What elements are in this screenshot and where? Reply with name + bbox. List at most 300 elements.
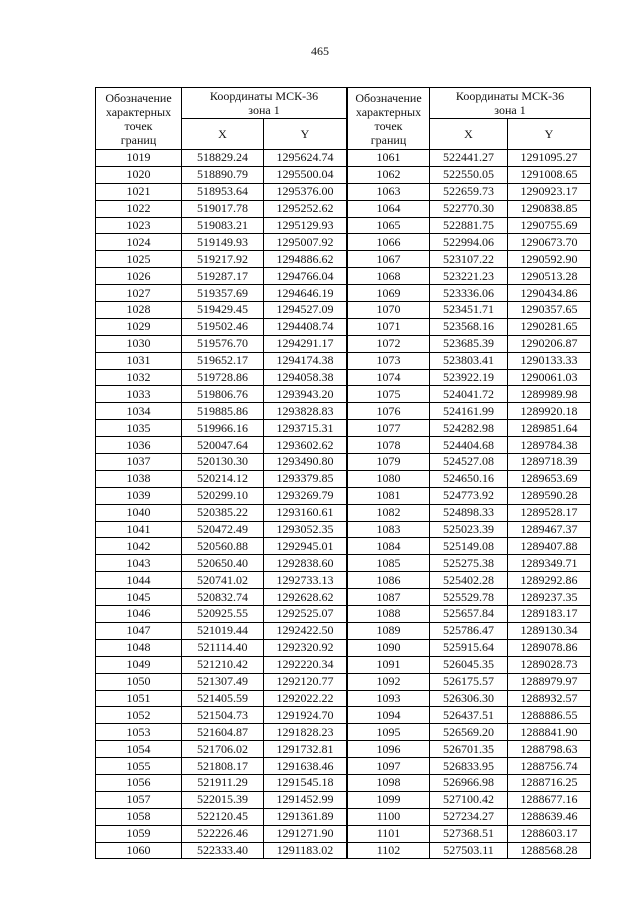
table-row [348, 150, 591, 167]
point-id-cell: 1068 [348, 268, 430, 285]
x-coordinate-cell: 519149.93 [182, 234, 264, 251]
y-coordinate-cell: 1291183.02 [264, 842, 347, 859]
table-row [348, 454, 591, 471]
y-coordinate-cell: 1293828.83 [264, 403, 347, 420]
point-id-cell: 1058 [96, 808, 182, 825]
point-id-cell: 1084 [348, 538, 430, 555]
y-coordinate-cell: 1295376.00 [264, 183, 347, 200]
point-id-cell: 1042 [96, 538, 182, 555]
y-coordinate-cell: 1288603.17 [508, 825, 591, 842]
y-coordinate-cell: 1291271.90 [264, 825, 347, 842]
table-row [96, 622, 347, 639]
y-coordinate-cell: 1289407.88 [508, 538, 591, 555]
table-row [348, 403, 591, 420]
y-coordinate-cell: 1292320.92 [264, 639, 347, 656]
point-id-cell: 1040 [96, 504, 182, 521]
y-coordinate-cell: 1288568.28 [508, 842, 591, 859]
designation-header-line: точек [124, 118, 153, 133]
y-coordinate-cell: 1291828.23 [264, 724, 347, 741]
table-row [348, 318, 591, 335]
y-coordinate-cell: 1288677.16 [508, 791, 591, 808]
designation-header-line: Обозначение [355, 90, 422, 105]
y-coordinate-cell: 1294058.38 [264, 369, 347, 386]
point-id-cell: 1095 [348, 724, 430, 741]
point-id-cell: 1088 [348, 606, 430, 623]
y-coordinate-cell: 1292945.01 [264, 538, 347, 555]
y-coordinate-cell: 1289851.64 [508, 420, 591, 437]
coord-system-title: Координаты МСК-36 [455, 89, 565, 103]
x-coordinate-cell: 525149.08 [430, 538, 508, 555]
table-row [348, 352, 591, 369]
point-id-cell: 1063 [348, 183, 430, 200]
x-coordinate-cell: 522120.45 [182, 808, 264, 825]
y-coordinate-cell: 1290923.17 [508, 183, 591, 200]
y-coordinate-cell: 1288639.46 [508, 808, 591, 825]
y-coordinate-cell: 1289292.86 [508, 572, 591, 589]
x-coordinate-cell: 519576.70 [182, 335, 264, 352]
point-id-cell: 1022 [96, 200, 182, 217]
y-coordinate-cell: 1288798.63 [508, 741, 591, 758]
y-coordinate-cell: 1290673.70 [508, 234, 591, 251]
y-coordinate-cell: 1295252.62 [264, 200, 347, 217]
table-row [96, 454, 347, 471]
table-row [348, 842, 591, 859]
y-coordinate-cell: 1290592.90 [508, 251, 591, 268]
point-id-cell: 1032 [96, 369, 182, 386]
y-coordinate-cell: 1288756.74 [508, 758, 591, 775]
y-coordinate-cell: 1289078.86 [508, 639, 591, 656]
y-coordinate-cell: 1292733.13 [264, 572, 347, 589]
point-id-cell: 1029 [96, 318, 182, 335]
x-coordinate-cell: 522441.27 [430, 150, 508, 167]
point-id-cell: 1065 [348, 217, 430, 234]
x-coordinate-cell: 524650.16 [430, 470, 508, 487]
coord-system-header [430, 88, 591, 119]
table-row [348, 589, 591, 606]
x-coordinate-cell: 519885.86 [182, 403, 264, 420]
point-id-cell: 1021 [96, 183, 182, 200]
point-id-cell: 1101 [348, 825, 430, 842]
table-row [96, 758, 347, 775]
point-id-cell: 1062 [348, 166, 430, 183]
x-coordinate-cell: 526966.98 [430, 774, 508, 791]
point-id-cell: 1050 [96, 673, 182, 690]
table-row [348, 656, 591, 673]
y-coordinate-cell: 1288979.97 [508, 673, 591, 690]
y-coordinate-cell: 1294886.62 [264, 251, 347, 268]
y-coordinate-cell: 1290434.86 [508, 285, 591, 302]
x-coordinate-cell: 526175.57 [430, 673, 508, 690]
point-id-cell: 1071 [348, 318, 430, 335]
y-coordinate-cell: 1293715.31 [264, 420, 347, 437]
x-coordinate-cell: 523336.06 [430, 285, 508, 302]
table-row [96, 707, 347, 724]
x-coordinate-cell: 519502.46 [182, 318, 264, 335]
x-coordinate-cell: 525402.28 [430, 572, 508, 589]
table-row [348, 183, 591, 200]
y-coordinate-cell: 1294646.19 [264, 285, 347, 302]
x-coordinate-cell: 519966.16 [182, 420, 264, 437]
x-coordinate-cell: 522881.75 [430, 217, 508, 234]
designation-header-line: характерных [355, 104, 422, 119]
table-row [96, 504, 347, 521]
y-coordinate-cell: 1290357.65 [508, 302, 591, 319]
point-id-cell: 1052 [96, 707, 182, 724]
point-id-cell: 1070 [348, 302, 430, 319]
y-coordinate-cell: 1289989.98 [508, 386, 591, 403]
table-row [96, 335, 347, 352]
point-id-cell: 1045 [96, 589, 182, 606]
x-coordinate-cell: 524527.08 [430, 454, 508, 471]
point-id-cell: 1036 [96, 437, 182, 454]
x-coordinate-cell: 524773.92 [430, 487, 508, 504]
table-row [96, 217, 347, 234]
point-id-cell: 1096 [348, 741, 430, 758]
point-id-cell: 1020 [96, 166, 182, 183]
coord-system-title: Координаты МСК-36 [209, 89, 319, 103]
y-coordinate-cell: 1294408.74 [264, 318, 347, 335]
point-id-cell: 1073 [348, 352, 430, 369]
y-coordinate-cell: 1291452.99 [264, 791, 347, 808]
x-coordinate-cell: 527234.27 [430, 808, 508, 825]
point-id-cell: 1066 [348, 234, 430, 251]
y-coordinate-cell: 1290755.69 [508, 217, 591, 234]
y-coordinate-cell: 1292838.60 [264, 555, 347, 572]
x-coordinate-cell: 520130.30 [182, 454, 264, 471]
y-column-header: Y [264, 119, 347, 150]
table-row [96, 724, 347, 741]
x-coordinate-cell: 519217.92 [182, 251, 264, 268]
y-coordinate-cell: 1289920.18 [508, 403, 591, 420]
table-row [348, 639, 591, 656]
y-coordinate-cell: 1289183.17 [508, 606, 591, 623]
point-id-cell: 1059 [96, 825, 182, 842]
point-id-cell: 1100 [348, 808, 430, 825]
point-id-cell: 1078 [348, 437, 430, 454]
point-id-cell: 1067 [348, 251, 430, 268]
y-coordinate-cell: 1292422.50 [264, 622, 347, 639]
table-row [96, 606, 347, 623]
point-id-cell: 1099 [348, 791, 430, 808]
table-row [96, 741, 347, 758]
x-coordinate-cell: 520385.22 [182, 504, 264, 521]
point-id-cell: 1046 [96, 606, 182, 623]
point-id-cell: 1093 [348, 690, 430, 707]
table-row [348, 791, 591, 808]
point-id-cell: 1031 [96, 352, 182, 369]
x-coordinate-cell: 521911.29 [182, 774, 264, 791]
table-row [348, 622, 591, 639]
y-coordinate-cell: 1289349.71 [508, 555, 591, 572]
table-row [348, 200, 591, 217]
table-row [96, 470, 347, 487]
y-coordinate-cell: 1294527.09 [264, 302, 347, 319]
table-row [96, 318, 347, 335]
point-id-cell: 1041 [96, 521, 182, 538]
x-coordinate-cell: 526833.95 [430, 758, 508, 775]
x-coordinate-cell: 522226.46 [182, 825, 264, 842]
x-coordinate-cell: 518890.79 [182, 166, 264, 183]
y-coordinate-cell: 1290281.65 [508, 318, 591, 335]
y-coordinate-cell: 1288841.90 [508, 724, 591, 741]
point-id-cell: 1044 [96, 572, 182, 589]
x-coordinate-cell: 520299.10 [182, 487, 264, 504]
x-coordinate-cell: 527368.51 [430, 825, 508, 842]
y-coordinate-cell: 1291361.89 [264, 808, 347, 825]
point-id-cell: 1061 [348, 150, 430, 167]
y-coordinate-cell: 1289784.38 [508, 437, 591, 454]
x-coordinate-cell: 520832.74 [182, 589, 264, 606]
x-coordinate-cell: 525786.47 [430, 622, 508, 639]
table-row [348, 504, 591, 521]
designation-header-line: границ [120, 132, 157, 147]
x-coordinate-cell: 522994.06 [430, 234, 508, 251]
y-coordinate-cell: 1293052.35 [264, 521, 347, 538]
x-coordinate-cell: 526569.20 [430, 724, 508, 741]
y-coordinate-cell: 1290838.85 [508, 200, 591, 217]
x-coordinate-cell: 520650.40 [182, 555, 264, 572]
x-coordinate-cell: 526437.51 [430, 707, 508, 724]
table-row [348, 335, 591, 352]
point-id-cell: 1079 [348, 454, 430, 471]
y-coordinate-cell: 1291095.27 [508, 150, 591, 167]
point-id-cell: 1056 [96, 774, 182, 791]
x-coordinate-cell: 519652.17 [182, 352, 264, 369]
table-row [348, 808, 591, 825]
table-row [96, 234, 347, 251]
point-id-cell: 1085 [348, 555, 430, 572]
table-row [96, 268, 347, 285]
y-coordinate-cell: 1289718.39 [508, 454, 591, 471]
y-coordinate-cell: 1289467.37 [508, 521, 591, 538]
point-id-cell: 1060 [96, 842, 182, 859]
y-coordinate-cell: 1295500.04 [264, 166, 347, 183]
table-row [348, 166, 591, 183]
y-coordinate-cell: 1291732.81 [264, 741, 347, 758]
coordinates-table-right [347, 87, 591, 859]
table-row [348, 251, 591, 268]
point-id-cell: 1024 [96, 234, 182, 251]
point-id-cell: 1072 [348, 335, 430, 352]
x-coordinate-cell: 519728.86 [182, 369, 264, 386]
x-coordinate-cell: 524404.68 [430, 437, 508, 454]
table-row [348, 369, 591, 386]
point-id-cell: 1027 [96, 285, 182, 302]
y-coordinate-cell: 1291545.18 [264, 774, 347, 791]
table-row [348, 774, 591, 791]
point-id-cell: 1035 [96, 420, 182, 437]
coord-system-zone: зона 1 [248, 103, 280, 117]
table-row [348, 538, 591, 555]
x-coordinate-cell: 521210.42 [182, 656, 264, 673]
point-id-cell: 1048 [96, 639, 182, 656]
y-coordinate-cell: 1289653.69 [508, 470, 591, 487]
table-row [96, 639, 347, 656]
x-coordinate-cell: 520214.12 [182, 470, 264, 487]
page-number: 465 [311, 44, 329, 58]
x-column-header: X [430, 119, 508, 150]
x-coordinate-cell: 520472.49 [182, 521, 264, 538]
y-coordinate-cell: 1292525.07 [264, 606, 347, 623]
x-coordinate-cell: 525529.78 [430, 589, 508, 606]
y-coordinate-cell: 1288932.57 [508, 690, 591, 707]
table-row [348, 217, 591, 234]
x-coordinate-cell: 523685.39 [430, 335, 508, 352]
y-coordinate-cell: 1288886.55 [508, 707, 591, 724]
table-row [348, 302, 591, 319]
point-id-cell: 1069 [348, 285, 430, 302]
point-id-cell: 1089 [348, 622, 430, 639]
designation-header-line: границ [370, 132, 407, 147]
designation-header-line: характерных [105, 104, 172, 119]
x-coordinate-cell: 523451.71 [430, 302, 508, 319]
y-coordinate-cell: 1293602.62 [264, 437, 347, 454]
point-id-cell: 1081 [348, 487, 430, 504]
table-row [348, 724, 591, 741]
table-row [96, 150, 347, 167]
x-coordinate-cell: 525915.64 [430, 639, 508, 656]
table-body-left [96, 150, 347, 859]
table-row [96, 825, 347, 842]
table-row [96, 183, 347, 200]
x-coordinate-cell: 523221.23 [430, 268, 508, 285]
x-coordinate-cell: 521706.02 [182, 741, 264, 758]
point-id-cell: 1090 [348, 639, 430, 656]
table-row [96, 690, 347, 707]
y-coordinate-cell: 1289028.73 [508, 656, 591, 673]
table-row [96, 200, 347, 217]
y-coordinate-cell: 1291008.65 [508, 166, 591, 183]
y-coordinate-cell: 1293490.80 [264, 454, 347, 471]
table-row [348, 521, 591, 538]
y-coordinate-cell: 1290061.03 [508, 369, 591, 386]
table-row [96, 369, 347, 386]
point-id-cell: 1051 [96, 690, 182, 707]
point-id-cell: 1086 [348, 572, 430, 589]
x-coordinate-cell: 525023.39 [430, 521, 508, 538]
y-coordinate-cell: 1295624.74 [264, 150, 347, 167]
x-coordinate-cell: 525657.84 [430, 606, 508, 623]
table-row [96, 572, 347, 589]
x-coordinate-cell: 522015.39 [182, 791, 264, 808]
y-coordinate-cell: 1290513.28 [508, 268, 591, 285]
y-coordinate-cell: 1289528.17 [508, 504, 591, 521]
point-id-cell: 1083 [348, 521, 430, 538]
table-row [348, 673, 591, 690]
table-row [96, 437, 347, 454]
y-coordinate-cell: 1289237.35 [508, 589, 591, 606]
point-id-cell: 1028 [96, 302, 182, 319]
table-row [96, 285, 347, 302]
x-coordinate-cell: 519429.45 [182, 302, 264, 319]
y-coordinate-cell: 1289590.28 [508, 487, 591, 504]
y-coordinate-cell: 1289130.34 [508, 622, 591, 639]
x-coordinate-cell: 524161.99 [430, 403, 508, 420]
table-row [348, 386, 591, 403]
x-coordinate-cell: 527503.11 [430, 842, 508, 859]
x-coordinate-cell: 524041.72 [430, 386, 508, 403]
y-coordinate-cell: 1288716.25 [508, 774, 591, 791]
point-id-cell: 1064 [348, 200, 430, 217]
y-coordinate-cell: 1290206.87 [508, 335, 591, 352]
x-coordinate-cell: 521114.40 [182, 639, 264, 656]
x-coordinate-cell: 525275.38 [430, 555, 508, 572]
table-body-right [348, 150, 591, 859]
y-coordinate-cell: 1292022.22 [264, 690, 347, 707]
point-id-cell: 1092 [348, 673, 430, 690]
table-row [96, 538, 347, 555]
x-coordinate-cell: 520925.55 [182, 606, 264, 623]
x-coordinate-cell: 527100.42 [430, 791, 508, 808]
y-coordinate-cell: 1293943.20 [264, 386, 347, 403]
x-coordinate-cell: 522659.73 [430, 183, 508, 200]
point-id-cell: 1053 [96, 724, 182, 741]
point-id-cell: 1091 [348, 656, 430, 673]
y-coordinate-cell: 1294291.17 [264, 335, 347, 352]
point-id-cell: 1026 [96, 268, 182, 285]
x-coordinate-cell: 520047.64 [182, 437, 264, 454]
coord-system-header [182, 88, 347, 119]
table-row [96, 791, 347, 808]
table-row [96, 555, 347, 572]
x-coordinate-cell: 521808.17 [182, 758, 264, 775]
point-id-cell: 1038 [96, 470, 182, 487]
y-coordinate-cell: 1293379.85 [264, 470, 347, 487]
table-row [96, 420, 347, 437]
point-id-cell: 1049 [96, 656, 182, 673]
table-row [96, 302, 347, 319]
x-coordinate-cell: 523568.16 [430, 318, 508, 335]
point-id-cell: 1054 [96, 741, 182, 758]
x-coordinate-cell: 519357.69 [182, 285, 264, 302]
x-coordinate-cell: 518829.24 [182, 150, 264, 167]
point-id-cell: 1039 [96, 487, 182, 504]
table-row [348, 741, 591, 758]
y-coordinate-cell: 1292628.62 [264, 589, 347, 606]
table-row [348, 470, 591, 487]
table-row [348, 420, 591, 437]
coordinates-table-left [95, 87, 347, 859]
table-row [96, 403, 347, 420]
x-coordinate-cell: 526701.35 [430, 741, 508, 758]
x-coordinate-cell: 519017.78 [182, 200, 264, 217]
x-coordinate-cell: 523803.41 [430, 352, 508, 369]
point-id-cell: 1102 [348, 842, 430, 859]
designation-header [348, 88, 430, 150]
designation-header-line: точек [374, 118, 403, 133]
y-coordinate-cell: 1294174.38 [264, 352, 347, 369]
x-coordinate-cell: 521405.59 [182, 690, 264, 707]
x-coordinate-cell: 521019.44 [182, 622, 264, 639]
table-row [96, 487, 347, 504]
x-coordinate-cell: 520741.02 [182, 572, 264, 589]
table-row [348, 268, 591, 285]
point-id-cell: 1055 [96, 758, 182, 775]
x-coordinate-cell: 526045.35 [430, 656, 508, 673]
point-id-cell: 1082 [348, 504, 430, 521]
x-coordinate-cell: 523922.19 [430, 369, 508, 386]
point-id-cell: 1025 [96, 251, 182, 268]
table-row [96, 251, 347, 268]
point-id-cell: 1098 [348, 774, 430, 791]
point-id-cell: 1094 [348, 707, 430, 724]
coord-system-zone: зона 1 [494, 103, 526, 117]
y-coordinate-cell: 1295007.92 [264, 234, 347, 251]
table-row [96, 808, 347, 825]
point-id-cell: 1047 [96, 622, 182, 639]
x-coordinate-cell: 522770.30 [430, 200, 508, 217]
x-coordinate-cell: 519806.76 [182, 386, 264, 403]
